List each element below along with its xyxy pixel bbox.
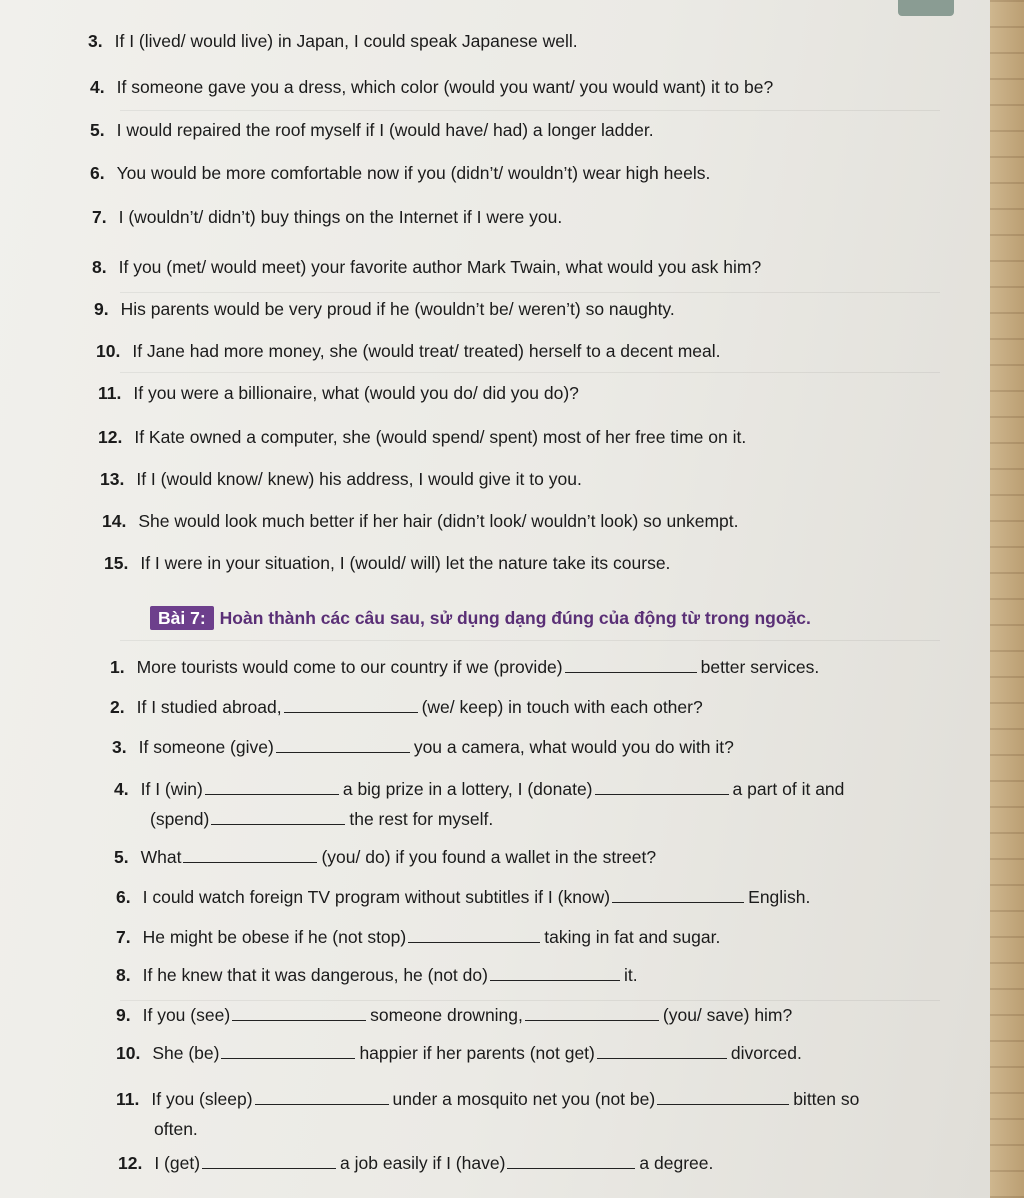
answer-blank[interactable] [255,1090,389,1105]
rule-line [120,1000,940,1001]
exercise-badge: Bài 7: [150,606,214,630]
exercise-item-13: 13. If I (would know/ knew) his address, I would give it to you. [100,469,582,489]
answer-blank[interactable] [183,848,317,863]
answer-blank[interactable] [211,810,345,825]
exercise-item-14: 14. She would look much better if her hair (didn’t look/ wouldn’t look) so unkempt. [102,511,739,531]
answer-blank[interactable] [597,1044,727,1059]
answer-blank[interactable] [284,698,418,713]
fill-item-3: 3. If someone (give) you a camera, what would you do with it? [112,737,734,757]
answer-blank[interactable] [205,780,339,795]
fill-item-10: 10. She (be) happier if her parents (not get) divorced. [116,1043,802,1063]
answer-blank[interactable] [595,780,729,795]
answer-blank[interactable] [276,738,410,753]
exercise-item-8: 8. If you (met/ would meet) your favorite author Mark Twain, what would you ask him? [92,257,762,277]
fill-item-4: 4. If I (win) a big prize in a lottery, I (donate) a part of it and [114,779,845,799]
fill-item-7: 7. He might be obese if he (not stop) taking in fat and sugar. [116,927,721,947]
answer-blank[interactable] [202,1154,336,1169]
exercise-item-6: 6. You would be more comfortable now if you (didn’t/ wouldn’t) wear high heels. [90,163,711,183]
fill-item-5: 5. What (you/ do) if you found a wallet in the street? [114,847,657,867]
fill-item-8: 8. If he knew that it was dangerous, he (not do) it. [116,965,638,985]
answer-blank[interactable] [232,1006,366,1021]
exercise-item-4: 4. If someone gave you a dress, which color (would you want/ you would want) it to be? [90,77,774,97]
answer-blank[interactable] [525,1006,659,1021]
rule-line [120,292,940,293]
answer-blank[interactable] [657,1090,789,1105]
fill-item-2: 2. If I studied abroad, (we/ keep) in touch with each other? [110,697,703,717]
answer-blank[interactable] [221,1044,355,1059]
fill-item-6: 6. I could watch foreign TV program without subtitles if I (know) English. [116,887,811,907]
exercise-item-12: 12. If Kate owned a computer, she (would spend/ spent) most of her free time on it. [98,427,747,447]
fill-item-11: 11. If you (sleep) under a mosquito net you (not be) bitten so [116,1089,860,1109]
fill-item-4-continued: (spend) the rest for myself. [150,809,494,829]
fill-item-12: 12. I (get) a job easily if I (have) a degree. [118,1153,714,1173]
exercise-item-11: 11. If you were a billionaire, what (would you do/ did you do)? [98,383,579,403]
fill-item-1: 1. More tourists would come to our country if we (provide) better services. [110,657,820,677]
exercise-heading [150,606,811,630]
answer-blank[interactable] [507,1154,635,1169]
page-corner-tab [898,0,954,16]
answer-blank[interactable] [612,888,744,903]
answer-blank[interactable] [408,928,540,943]
rule-line [120,640,940,641]
exercise-item-10: 10. If Jane had more money, she (would treat/ treated) herself to a decent meal. [96,341,721,361]
exercise-item-3: 3. If I (lived/ would live) in Japan, I could speak Japanese well. [88,31,578,51]
exercise-item-5: 5. I would repaired the roof myself if I (would have/ had) a longer ladder. [90,120,654,140]
rule-line [120,372,940,373]
exercise-item-15: 15. If I were in your situation, I (would/ will) let the nature take its course. [104,553,671,573]
rule-line [120,110,940,111]
exercise-item-9: 9. His parents would be very proud if he (wouldn’t be/ weren’t) so naughty. [94,299,675,319]
fill-item-11-continued: often. [154,1119,198,1139]
answer-blank[interactable] [490,966,620,981]
exercise-item-7: 7. I (wouldn’t/ didn’t) buy things on the Internet if I were you. [92,207,563,227]
exercise-instruction: Hoàn thành các câu sau, sử dụng dạng đúng của động từ trong ngoặc. [219,608,811,628]
fill-item-9: 9. If you (see) someone drowning, (you/ save) him? [116,1005,793,1025]
answer-blank[interactable] [565,658,697,673]
